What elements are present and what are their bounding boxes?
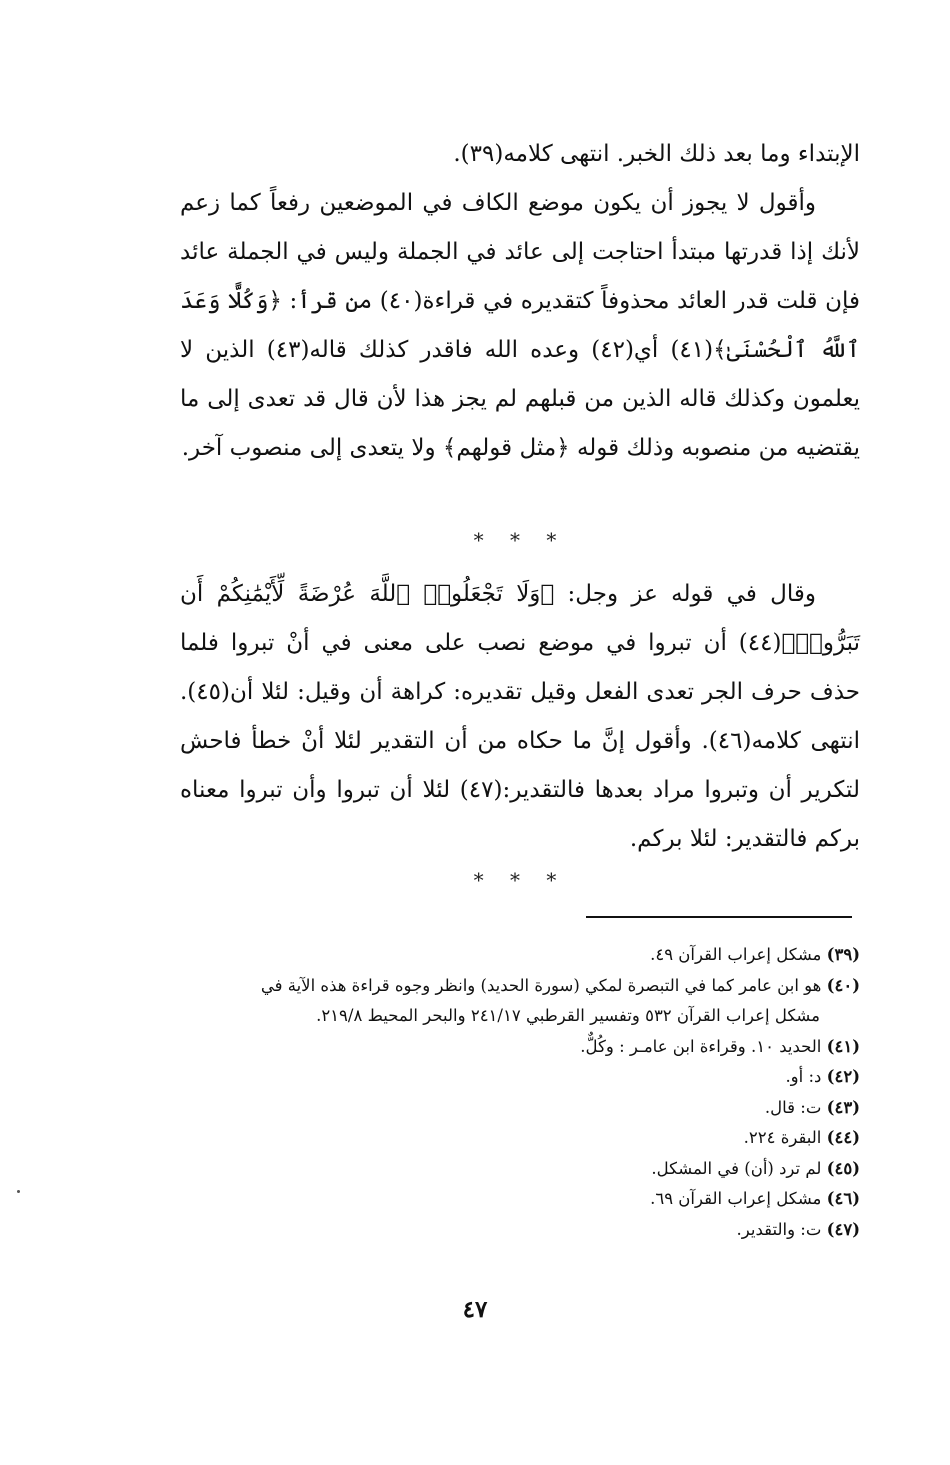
footnote-number: (٤٢) bbox=[826, 1067, 860, 1086]
footnote-number: (٤١) bbox=[826, 1036, 860, 1056]
footnote-46 bbox=[180, 1184, 860, 1215]
footnote-text: لم ترد (أن) في المشكل. bbox=[651, 1158, 822, 1178]
section-separator-1: * * * bbox=[473, 528, 567, 552]
footnote-43 bbox=[180, 1093, 860, 1124]
footnote-47 bbox=[180, 1215, 860, 1246]
footnote-number: (٤٥) bbox=[826, 1158, 860, 1178]
footnotes-section bbox=[180, 940, 860, 1245]
footnote-number: (٤٠) bbox=[826, 975, 860, 995]
footnote-text: مشكل إعراب القرآن ٤٩. bbox=[650, 945, 822, 964]
footnote-number: (٤٧) bbox=[826, 1219, 860, 1239]
footnote-text: ت: والتقدير. bbox=[736, 1219, 822, 1239]
footnote-44 bbox=[180, 1123, 860, 1154]
footnote-number: (٤٣) bbox=[826, 1097, 860, 1117]
footnote-text: البقرة ٢٢٤. bbox=[743, 1128, 822, 1147]
footnote-divider bbox=[586, 916, 852, 918]
paragraph-3: وقال في قوله عز وجل: ﴿وَلَا تَجْعَلُوا۟ ٱللَّهَ عُرْضَةً لِّأَيْمَٰنِكُمْ أَن تَبَرُّوا۟﴾(٤٤) أن تبروا في موضع نصب على معنى في أنْ تبروا فلما حذف حرف الجر تعدى الفعل وقيل تقديره: كراهة أن وقيل: لئلا أن(٤٥). انتهى كلامه(٤٦). وأقول إنَّ ما حكاه من أن التقدير لئلا أنْ خطأ فاحش لتكرير أن وتبروا مراد بعدها فالتقدير:(٤٧) لئلا أن تبروا وأن تبروا معناه بركم فالتقدير: لئلا بركم. bbox=[180, 581, 860, 852]
section-separator-2: * * * bbox=[473, 868, 567, 892]
footnote-40-continuation: مشكل إعراب القرآن ٥٣٢ وتفسير القرطبي ٢٤١/١٧ والبحر المحيط ٢١٩/٨. bbox=[316, 1006, 820, 1025]
footnote-45 bbox=[180, 1154, 860, 1185]
paragraph-1: الإبتداء وما بعد ذلك الخبر. انتهى كلامه(٣٩). bbox=[453, 141, 860, 167]
page-number: ٤٧ bbox=[462, 1296, 488, 1323]
main-text-section-2 bbox=[180, 570, 860, 864]
footnote-text: هو ابن عامر كما في التبصرة لمكي (سورة الحديد) وانظر وجوه قراءة هذه الآية في bbox=[260, 975, 822, 995]
footnote-text: ت: قال. bbox=[764, 1097, 822, 1117]
footnote-number: (٤٦) bbox=[826, 1189, 860, 1208]
footnote-text: الحديد ١٠. وقراءة ابن عامـر : وكُلٌّ. bbox=[580, 1036, 822, 1056]
main-text-section-1 bbox=[180, 130, 860, 473]
scan-speck bbox=[17, 1190, 20, 1193]
footnote-41 bbox=[180, 1032, 860, 1063]
footnote-39 bbox=[180, 940, 860, 971]
footnote-40 bbox=[180, 971, 860, 1002]
paragraph-2: وأقول لا يجوز أن يكون موضع الكاف في الموضعين رفعاً كما زعم لأنك إذا قدرتها مبتدأ احتاجت إلى عائد في الجملة وليس في الجملة عائد فإن قلت قدر العائد محذوفاً كتقديره في قراءة(٤٠) من قرأ: ﴿وَكُلًّا وَعَدَ ٱللَّهُ ٱلْحُسْنَىٰ﴾(٤١) أي(٤٢) وعده الله فاقدر كذلك قاله(٤٣) الذين لا يعلمون وكذلك قاله الذين من قبلهم لم يجز هذا لأن قال قد تعدى إلى ما يقتضيه من منصوبه وذلك قوله ﴿مثل قولهم﴾ ولا يتعدى إلى منصوب آخر. bbox=[180, 190, 861, 461]
footnote-number: (٣٩) bbox=[826, 945, 860, 964]
footnote-42 bbox=[180, 1062, 860, 1093]
footnote-number: (٤٤) bbox=[826, 1128, 860, 1147]
footnote-text: د: أو. bbox=[785, 1067, 822, 1086]
footnote-text: مشكل إعراب القرآن ٦٩. bbox=[650, 1189, 822, 1208]
